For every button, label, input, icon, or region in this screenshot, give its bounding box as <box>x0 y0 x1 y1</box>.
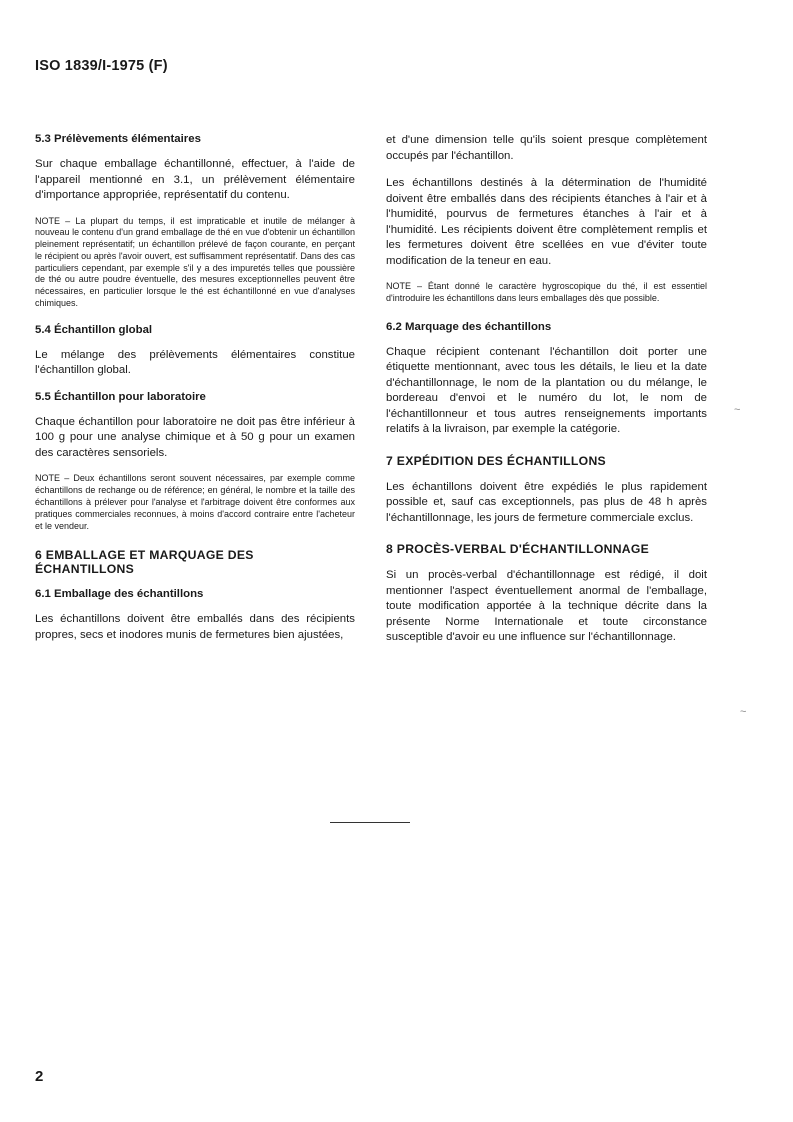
section-6-1-heading: 6.1 Emballage des échantillons <box>35 588 204 601</box>
scan-mark: ~ <box>734 404 741 416</box>
section-6-heading: 6 EMBALLAGE ET MARQUAGE DES ÉCHANTILLONS <box>35 548 254 577</box>
section-7-text: Les échantillons doivent être expédiés le plus rapidement possible et, sauf cas exceptionnels, pas plus de 48 h après l'échantillonnage, les jours de fermeture commerciale exclus. <box>386 480 707 524</box>
left-column <box>35 133 355 655</box>
section-5-5-heading: 5.5 Échantillon pour laboratoire <box>35 390 206 403</box>
section-5-5-note: NOTE – Deux échantillons seront souvent nécessaires, par exemple comme échantillons de rechange ou de référence; en général, le nombre et la taille des échantillons à prélever pour l'analyse et l'arbitrage doivent être conformes aux pratiques commerciales reconnues, à moins d'accord contraire entre l'acheteur et le vendeur. <box>35 473 355 531</box>
document-id: ISO 1839/I-1975 (F) <box>35 58 168 74</box>
section-5-3-text: Sur chaque emballage échantillonné, effectuer, à l'aide de l'appareil mentionné en 3.1, un prélèvement élémentaire d'importance appropriée, représentatif du contenu. <box>35 158 355 201</box>
section-6-1-continued: et d'une dimension telle qu'ils soient presque complètement occupés par l'échantillon. <box>386 134 707 162</box>
section-6-2-text: Chaque récipient contenant l'échantillon doit porter une étiquette mentionnant, avec tous les détails, le lieu et la date d'échantillonnage, le nom de la plantation ou du mélange, le bordereau d'envoi et le numéro du lot, le nom de l'échantillonneur et tous autres renseignements importants relatifs à la livraison, par exemple la catégorie. <box>386 345 707 436</box>
page-number: 2 <box>35 1068 44 1085</box>
scan-mark: ~ <box>740 706 747 718</box>
section-5-3-note: NOTE – La plupart du temps, il est impraticable et inutile de mélanger à nouveau le contenu d'un grand emballage de thé en vue d'obtenir un échantillon pleinement représentatif; un échantillon prélevé de façon courante, en perçant le récipient ou après l'avoir ouvert, est suffisamment représentatif. Dans des cas particuliers cependant, par exemple s'il y a des impuretés telles que poussière de thé ou autre poudre éventuelle, des mesures exceptionnelles peuvent être nécessaires, en particulier lorsque le thé est échantillonné en vue d'analyses chimiques. <box>35 215 355 309</box>
section-6-1-text: Les échantillons doivent être emballés dans des récipients propres, secs et inodores munis de fermetures bien ajustées, <box>35 613 355 641</box>
end-rule <box>330 822 410 823</box>
right-column <box>386 133 707 658</box>
section-5-3-heading: 5.3 Prélèvements élémentaires <box>35 133 201 145</box>
section-6-2-heading: 6.2 Marquage des échantillons <box>386 320 552 333</box>
section-5-5-text: Chaque échantillon pour laboratoire ne doit pas être inférieur à 100 g pour une analyse chimique et à 50 g pour un examen des caractères sensoriels. <box>35 415 355 459</box>
section-5-4-text: Le mélange des prélèvements élémentaires constitue l'échantillon global. <box>35 348 355 377</box>
section-6-1-note: NOTE – Étant donné le caractère hygroscopique du thé, il est essentiel d'introduire les échantillons dans leurs emballages dès que possible. <box>386 281 707 303</box>
section-8-text: Si un procès-verbal d'échantillonnage est rédigé, il doit mentionner l'aspect éventuellement anormal de l'emballage, toute modification apportée à la technique décrite dans la présente Norme Internationale et toute circonstance susceptible d'avoir eu une influence sur l'échantillonnage. <box>386 569 707 644</box>
section-8-heading: 8 PROCÈS-VERBAL D'ÉCHANTILLONNAGE <box>386 542 650 557</box>
section-6-1-text-2: Les échantillons destinés à la détermination de l'humidité doivent être emballés dans des récipients étanches à l'air et à l'humidité, pourvus de fermetures étanches à l'air et à l'humidité. Les récipients doivent être complètement remplis et les fermetures doivent être scellées en vue d'éviter toute modification de la teneur en eau. <box>386 177 707 267</box>
section-5-4-heading: 5.4 Échantillon global <box>35 323 153 336</box>
section-7-heading: 7 EXPÉDITION DES ÉCHANTILLONS <box>386 453 606 468</box>
